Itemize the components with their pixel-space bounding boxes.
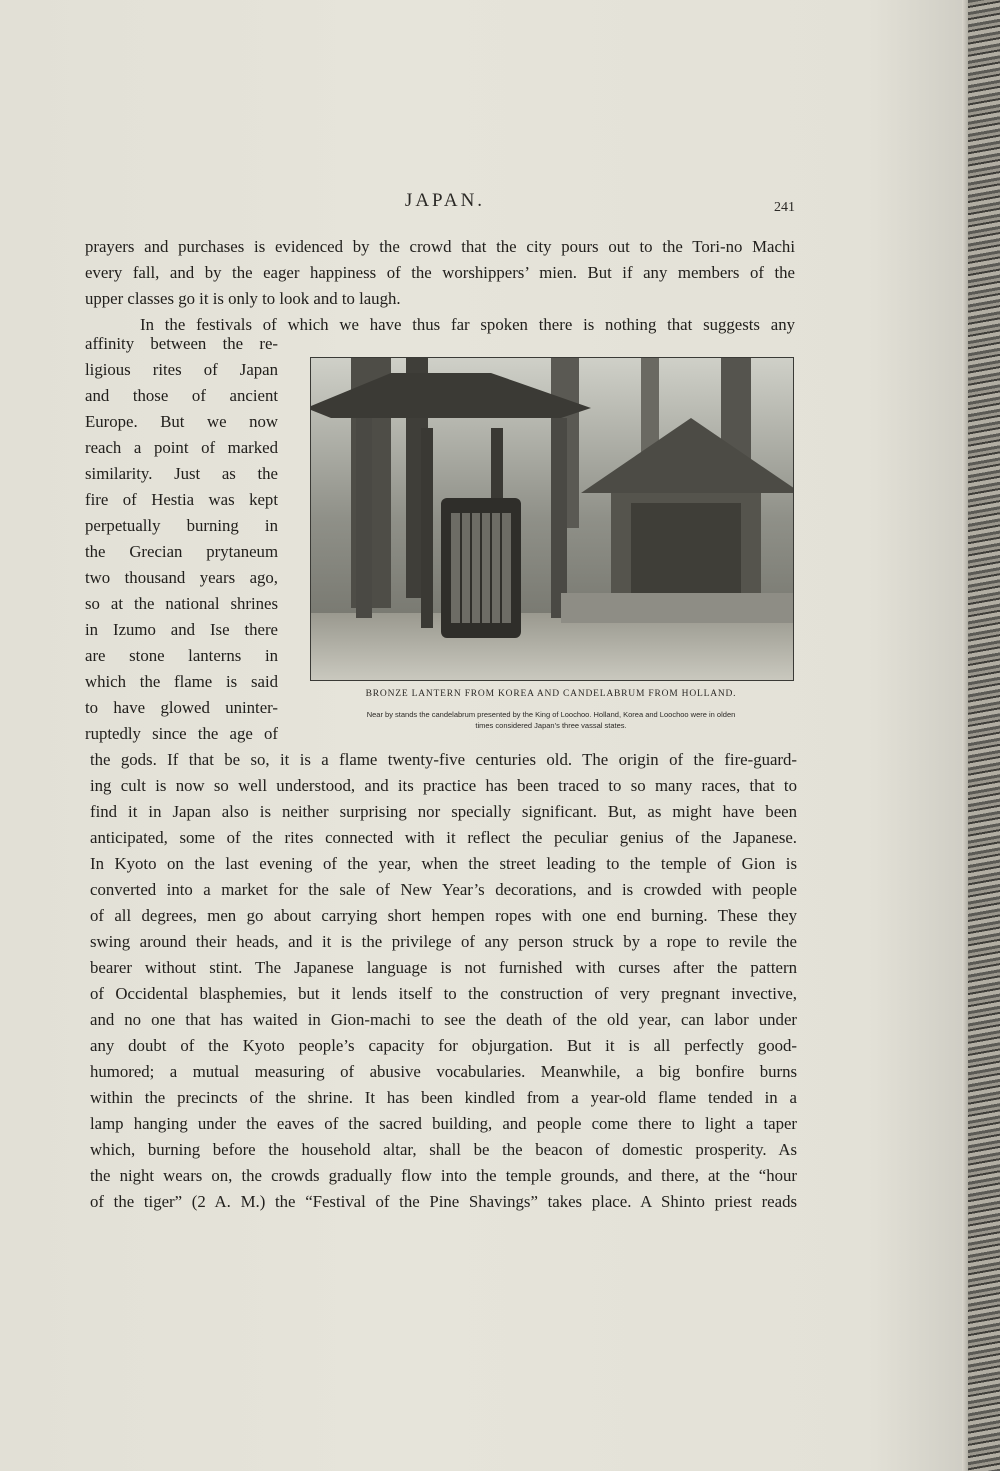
text-line: within the precincts of the shrine. It has been kindled from a year-old flame tended in a	[90, 1088, 797, 1107]
book-binding	[968, 0, 1000, 1471]
text-line: ing cult is now so well understood, and its practice has been traced to so many races, that to	[90, 776, 797, 795]
text-line: swing around their heads, and it is the privilege of any person struck by a rope to revile the	[90, 932, 797, 951]
running-head: JAPAN.	[404, 190, 486, 211]
text-line: bearer without stint. The Japanese language is not furnished with curses after the pattern	[90, 958, 797, 977]
caption-line: times considered Japan’s three vassal states.	[475, 721, 627, 730]
text-line: the Grecian prytaneum	[85, 542, 278, 561]
text-line: the gods. If that be so, it is a flame twenty-five centuries old. The origin of the fire-guard-	[90, 750, 797, 769]
text-line: humored; a mutual measuring of abusive vocabularies. Meanwhile, a big bonfire burns	[90, 1062, 797, 1081]
text-line: prayers and purchases is evidenced by the crowd that the city pours out to the Tori-no Machi	[85, 237, 795, 256]
figure-caption-title: BRONZE LANTERN FROM KOREA AND CANDELABRUM FROM HOLLAND.	[365, 689, 737, 699]
page-number: 241	[774, 200, 795, 215]
text-line: lamp hanging under the eaves of the sacred building, and people come there to light a taper	[90, 1114, 797, 1133]
text-line: In Kyoto on the last evening of the year, when the street leading to the temple of Gion is	[90, 854, 797, 873]
text-line: find it in Japan also is neither surprising nor specially significant. But, as might have been	[90, 802, 797, 821]
text-line: so at the national shrines	[85, 594, 278, 613]
wrapped-text-column	[85, 331, 278, 747]
photo-illustration	[311, 358, 793, 680]
text-line: of Occidental blasphemies, but it lends itself to the construction of very pregnant invective,	[90, 984, 797, 1003]
text-line: ligious rites of Japan	[85, 360, 278, 379]
top-paragraph-block	[85, 234, 795, 338]
text-line: of all degrees, men go about carrying short hempen ropes with one end burning. These they	[90, 906, 797, 925]
text-line: upper classes go it is only to look and to laugh.	[85, 289, 401, 308]
text-line: fire of Hestia was kept	[85, 490, 278, 509]
text-line: affinity between the re-	[85, 334, 278, 353]
bottom-paragraph-block	[90, 747, 797, 1215]
text-line: and those of ancient	[85, 386, 278, 405]
text-line: the night wears on, the crowds gradually flow into the temple grounds, and there, at the “hour	[90, 1166, 797, 1185]
text-line: In the festivals of which we have thus far spoken there is nothing that suggests any	[140, 315, 795, 334]
text-line: which, burning before the household altar, shall be the beacon of domestic prosperity. As	[90, 1140, 797, 1159]
text-line: reach a point of marked	[85, 438, 278, 457]
text-line: converted into a market for the sale of New Year’s decorations, and is crowded with people	[90, 880, 797, 899]
text-line: two thousand years ago,	[85, 568, 278, 587]
text-line: every fall, and by the eager happiness of the worshippers’ mien. But if any members of the	[85, 263, 795, 282]
text-line: to have glowed uninter-	[85, 698, 278, 717]
text-line: of the tiger” (2 A. M.) the “Festival of the Pine Shavings” takes place. A Shinto priest reads	[90, 1192, 797, 1211]
caption-line: Near by stands the candelabrum presented by the King of Loochoo. Holland, Korea and Loochoo were in olden	[366, 710, 736, 719]
lantern-photograph	[310, 357, 794, 681]
text-line: any doubt of the Kyoto people’s capacity for objurgation. But it is all perfectly good-	[90, 1036, 797, 1055]
text-line: perpetually burning in	[85, 516, 278, 535]
text-line: similarity. Just as the	[85, 464, 278, 483]
text-line: are stone lanterns in	[85, 646, 278, 665]
figure-caption-detail	[320, 709, 782, 731]
text-line: anticipated, some of the rites connected with it reflect the peculiar genius of the Japanese.	[90, 828, 797, 847]
text-line: which the flame is said	[85, 672, 278, 691]
text-line: and no one that has waited in Gion-machi to see the death of the old year, can labor under	[90, 1010, 797, 1029]
text-line: in Izumo and Ise there	[85, 620, 278, 639]
text-line: ruptedly since the age of	[85, 724, 278, 743]
text-line: Europe. But we now	[85, 412, 278, 431]
